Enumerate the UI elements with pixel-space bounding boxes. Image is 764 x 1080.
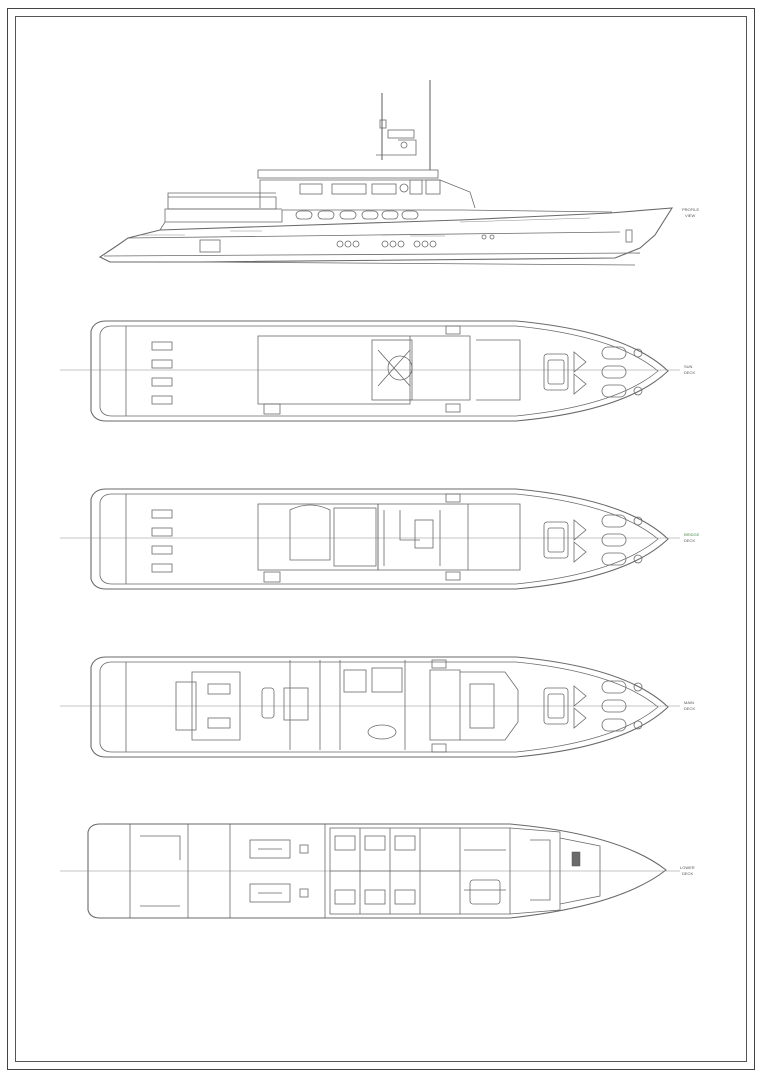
main-deck-label-2: DECK — [684, 706, 696, 711]
profile-view — [100, 80, 699, 265]
profile-label-2: VIEW — [685, 213, 696, 218]
lower-deck-label-2: DECK — [682, 871, 694, 876]
profile-label-1: PROFILE — [682, 207, 700, 212]
lower-deck-plan — [60, 824, 695, 918]
main-deck-label-1: MAIN — [684, 700, 694, 705]
lower-deck-label-1: LOWER — [680, 865, 695, 870]
sun-deck-plan — [60, 321, 695, 421]
sun-deck-label-1: SUN — [684, 364, 693, 369]
sun-deck-label-2: DECK — [684, 370, 696, 375]
bridge-deck-label-1: BRIDGE — [684, 532, 700, 537]
bridge-deck-plan — [60, 489, 700, 589]
bridge-deck-label-2: DECK — [684, 538, 696, 543]
main-deck-plan — [60, 657, 695, 757]
